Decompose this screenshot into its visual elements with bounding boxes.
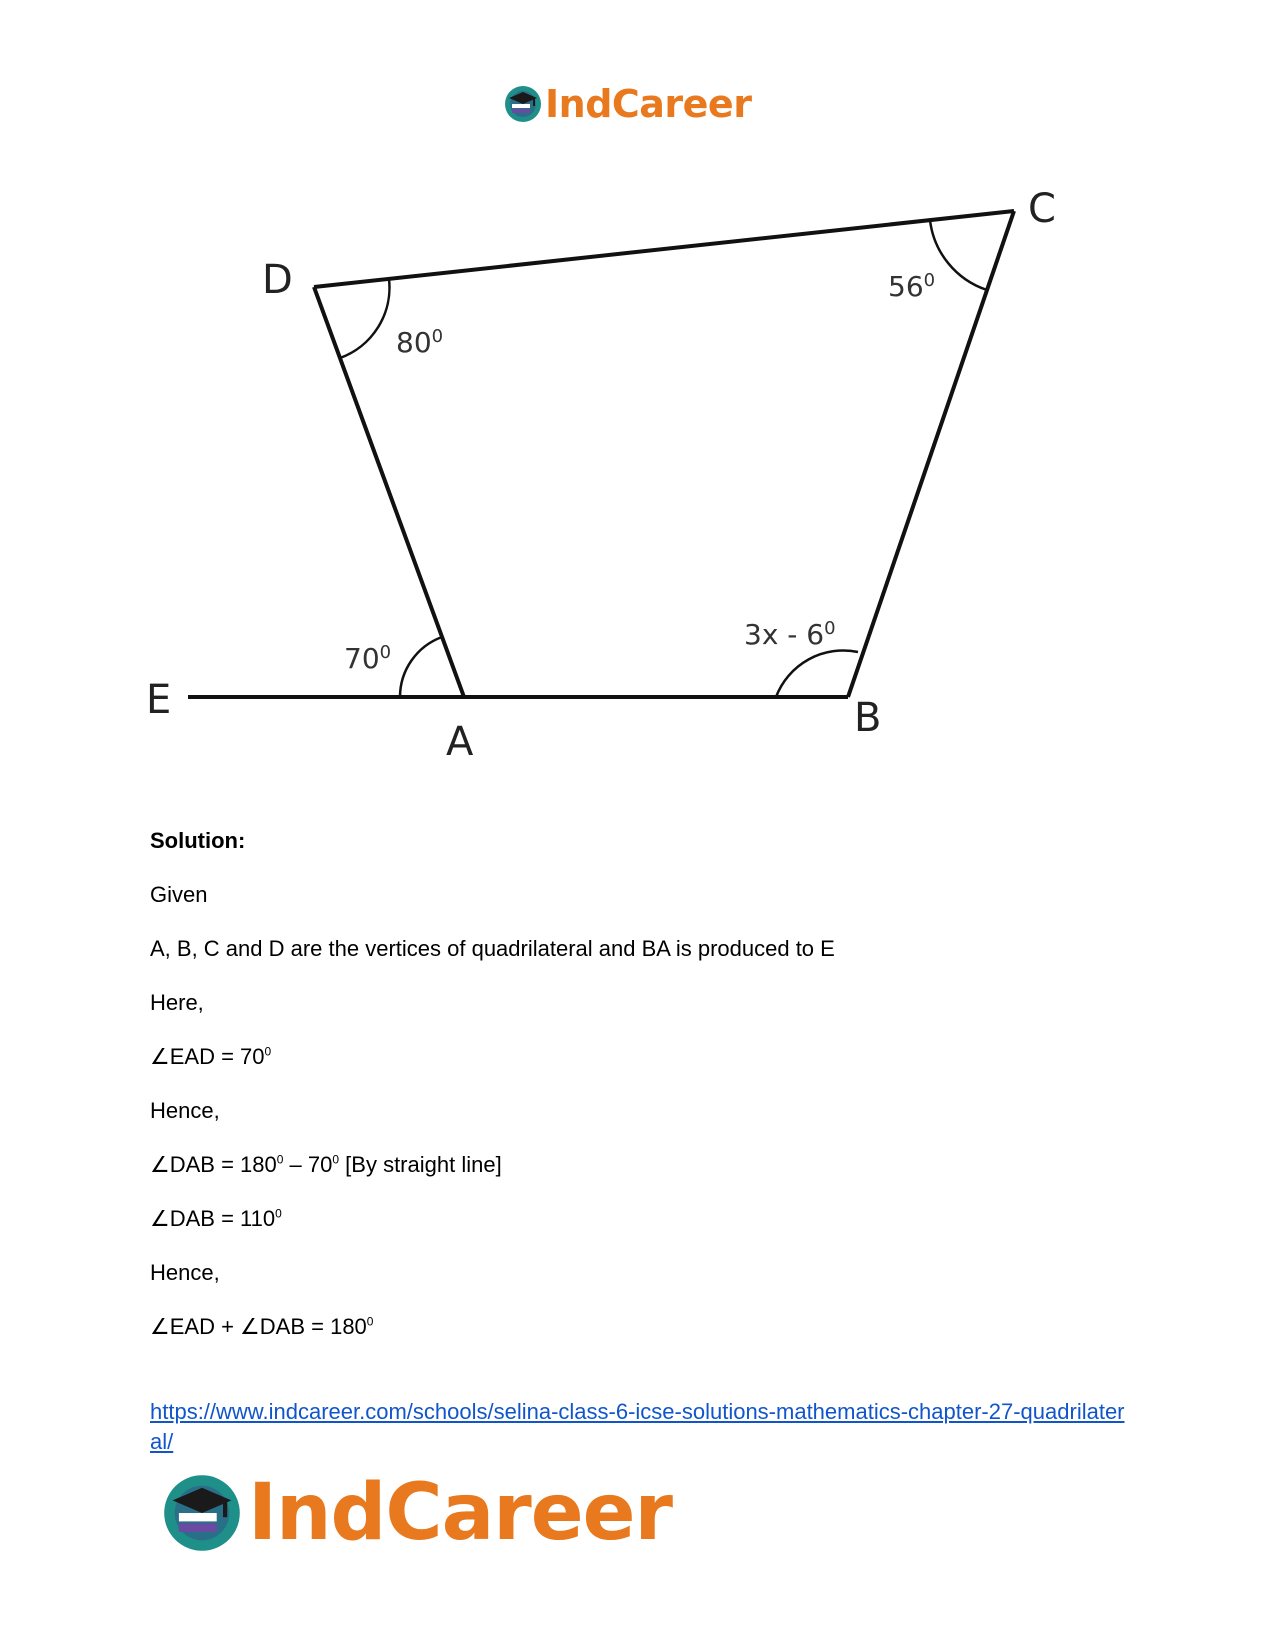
angle-label-b: $3x - 6^0$ xyxy=(744,618,836,651)
logo-wordmark: IndCareer xyxy=(248,1468,672,1558)
footer-logo xyxy=(160,1465,672,1561)
vertex-label-d: D xyxy=(262,257,293,303)
vertex-label-e: E xyxy=(146,677,172,723)
arc-angle-a-ext xyxy=(400,637,442,697)
angle-label-d: $80^0$ xyxy=(396,326,444,359)
header-logo xyxy=(503,80,751,128)
vertex-label-a: A xyxy=(446,719,474,765)
degree-superscript: 0 xyxy=(275,1206,282,1221)
angle-symbol: ∠ xyxy=(240,1315,260,1340)
vertex-label-b: B xyxy=(854,695,882,741)
logo-wordmark: IndCareer xyxy=(545,82,752,126)
angle-symbol: ∠ xyxy=(150,1045,170,1070)
degree-superscript: 0 xyxy=(264,1044,272,1059)
vertex-label-c: C xyxy=(1028,186,1056,232)
body-line-dab-result: ∠DAB = $110^0$ xyxy=(150,1206,282,1232)
graduation-cap-icon xyxy=(503,84,543,124)
angle-symbol: ∠ xyxy=(150,1315,170,1340)
angle-symbol: ∠ xyxy=(150,1207,170,1232)
body-line-dab-calc: ∠DAB = $180^0 - 70^0$ [By straight line] xyxy=(150,1152,502,1178)
degree-superscript: 0 xyxy=(276,1152,284,1167)
side-d-a xyxy=(314,287,464,697)
quadrilateral-figure xyxy=(140,180,1130,805)
angle-label-c: $56^0$ xyxy=(888,270,936,303)
body-line-here: Here, xyxy=(150,990,204,1015)
degree-superscript: 0 xyxy=(332,1152,340,1167)
body-line-hence-2: Hence, xyxy=(150,1260,220,1285)
body-line-given: Given xyxy=(150,882,208,907)
quadrilateral-diagram xyxy=(140,180,1130,805)
body-line-hence-1: Hence, xyxy=(150,1098,220,1123)
angle-label-a-ext: $70^0$ xyxy=(344,642,392,675)
arc-angle-d xyxy=(340,279,389,358)
body-line-ead: ∠EAD = $70^0$ xyxy=(150,1044,272,1070)
arc-angle-b xyxy=(776,650,858,697)
source-link[interactable]: https://www.indcareer.com/schools/selina-class-6-icse-solutions-mathematics-chapter-27-quadrilateral/ xyxy=(150,1399,1125,1454)
solution-heading: Solution: xyxy=(150,828,246,853)
degree-superscript: 0 xyxy=(366,1314,374,1329)
body-line-vertices: A, B, C and D are the vertices of quadrilateral and BA is produced to E xyxy=(150,936,835,961)
body-line-sum: ∠EAD + ∠DAB = $180^0$ xyxy=(150,1314,374,1340)
arc-angle-c xyxy=(930,220,987,290)
angle-symbol: ∠ xyxy=(150,1153,170,1178)
graduation-cap-icon xyxy=(160,1471,244,1555)
